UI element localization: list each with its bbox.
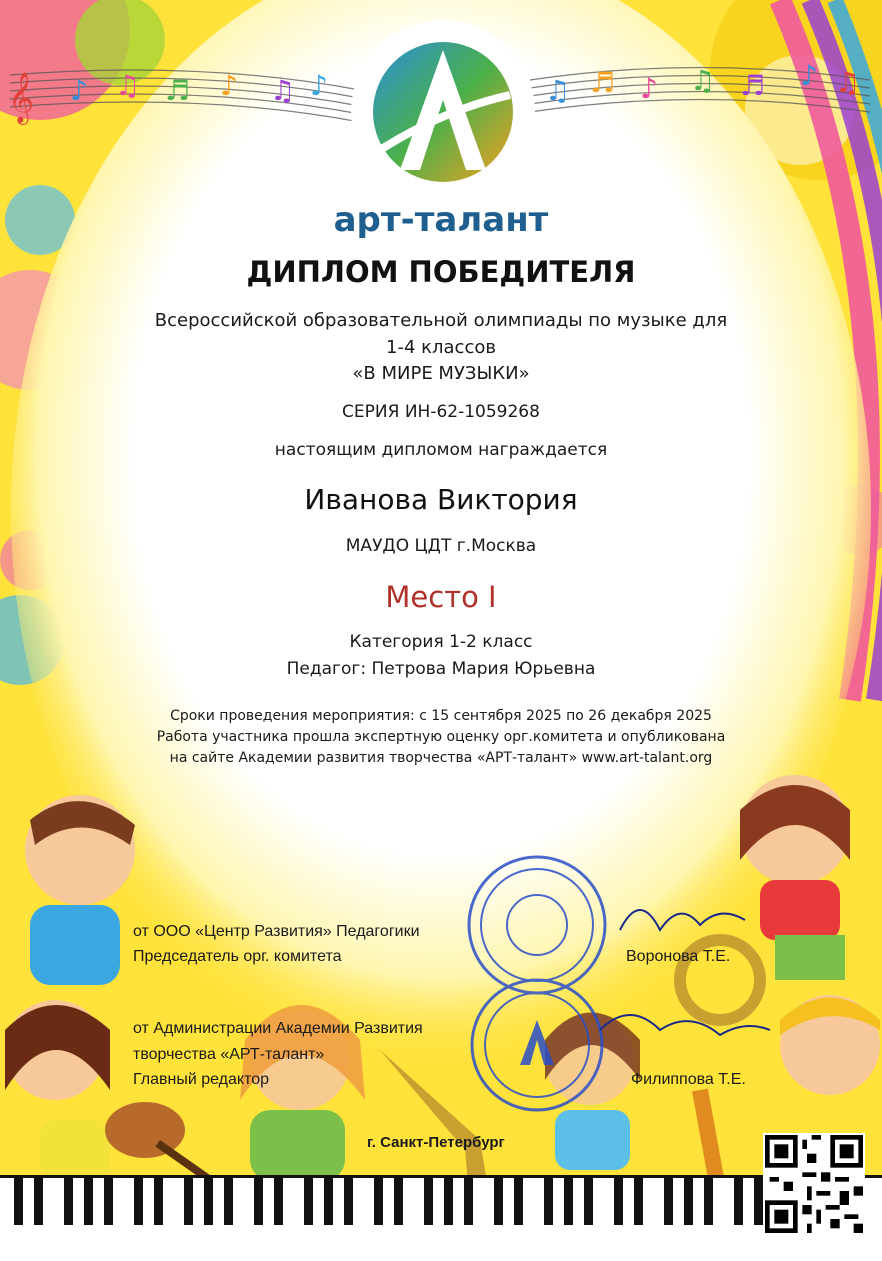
series-number: СЕРИЯ ИН-62-1059268: [342, 402, 540, 422]
teacher: Педагог: Петрова Мария Юрьевна: [286, 659, 596, 679]
signatory2-org-cont: творчества «АРТ-талант»: [133, 1046, 325, 1063]
city: г. Санкт-Петербург: [367, 1134, 505, 1151]
recipient-name: Иванова Виктория: [304, 483, 578, 516]
svg-text:♫: ♫: [115, 69, 141, 102]
category: Категория 1-2 класс: [349, 632, 533, 652]
place-award: Место I: [385, 580, 497, 614]
svg-text:♬: ♬: [590, 66, 616, 99]
signatory2-org: от Администрации Академии Развития: [133, 1020, 423, 1037]
diploma-title: ДИПЛОМ ПОБЕДИТЕЛЯ: [246, 255, 636, 289]
olympiad-name-line3: «В МИРЕ МУЗЫКИ»: [352, 363, 530, 384]
art-talant-logo-icon: [351, 20, 535, 204]
terms-line1: Сроки проведения мероприятия: с 15 сентября 2025 по 26 декабря 2025: [170, 708, 712, 724]
svg-text:♬: ♬: [165, 74, 191, 107]
svg-text:♪: ♪: [220, 69, 238, 102]
svg-text:♫: ♫: [835, 66, 861, 99]
signatory2-name: Филиппова Т.Е.: [631, 1071, 746, 1088]
piano-keys: [0, 1175, 882, 1261]
qr-code-icon: [763, 1133, 865, 1235]
svg-text:♪: ♪: [640, 72, 658, 105]
signatory1-name: Воронова Т.Е.: [626, 948, 731, 965]
logo-wordmark: арт-талант: [333, 200, 549, 240]
treble-clef-icon: 𝄞: [8, 72, 35, 123]
svg-text:♬: ♬: [740, 69, 766, 102]
svg-text:♫: ♫: [545, 74, 571, 107]
svg-text:♪: ♪: [800, 59, 818, 92]
terms-line2: Работа участника прошла экспертную оценку орг.комитета и опубликована: [156, 729, 726, 745]
olympiad-name-line2: 1-4 классов: [386, 337, 496, 358]
svg-text:♫: ♫: [270, 74, 296, 107]
svg-text:♫: ♫: [690, 64, 716, 97]
awarded-text: настоящим дипломом награждается: [274, 440, 608, 460]
signatory1-org: от ООО «Центр Развития» Педагогики: [133, 923, 420, 940]
olympiad-name-line1: Всероссийской образовательной олимпиады по музыке для: [154, 310, 728, 331]
recipient-organization: МАУДО ЦДТ г.Москва: [345, 536, 537, 556]
signatory2-role: Главный редактор: [133, 1071, 270, 1088]
signatory1-role: Председатель орг. комитета: [133, 948, 342, 965]
svg-text:♪: ♪: [70, 74, 88, 107]
svg-text:♪: ♪: [310, 69, 328, 102]
terms-line3: на сайте Академии развития творчества «АРТ-талант» www.art-talant.org: [169, 750, 713, 766]
